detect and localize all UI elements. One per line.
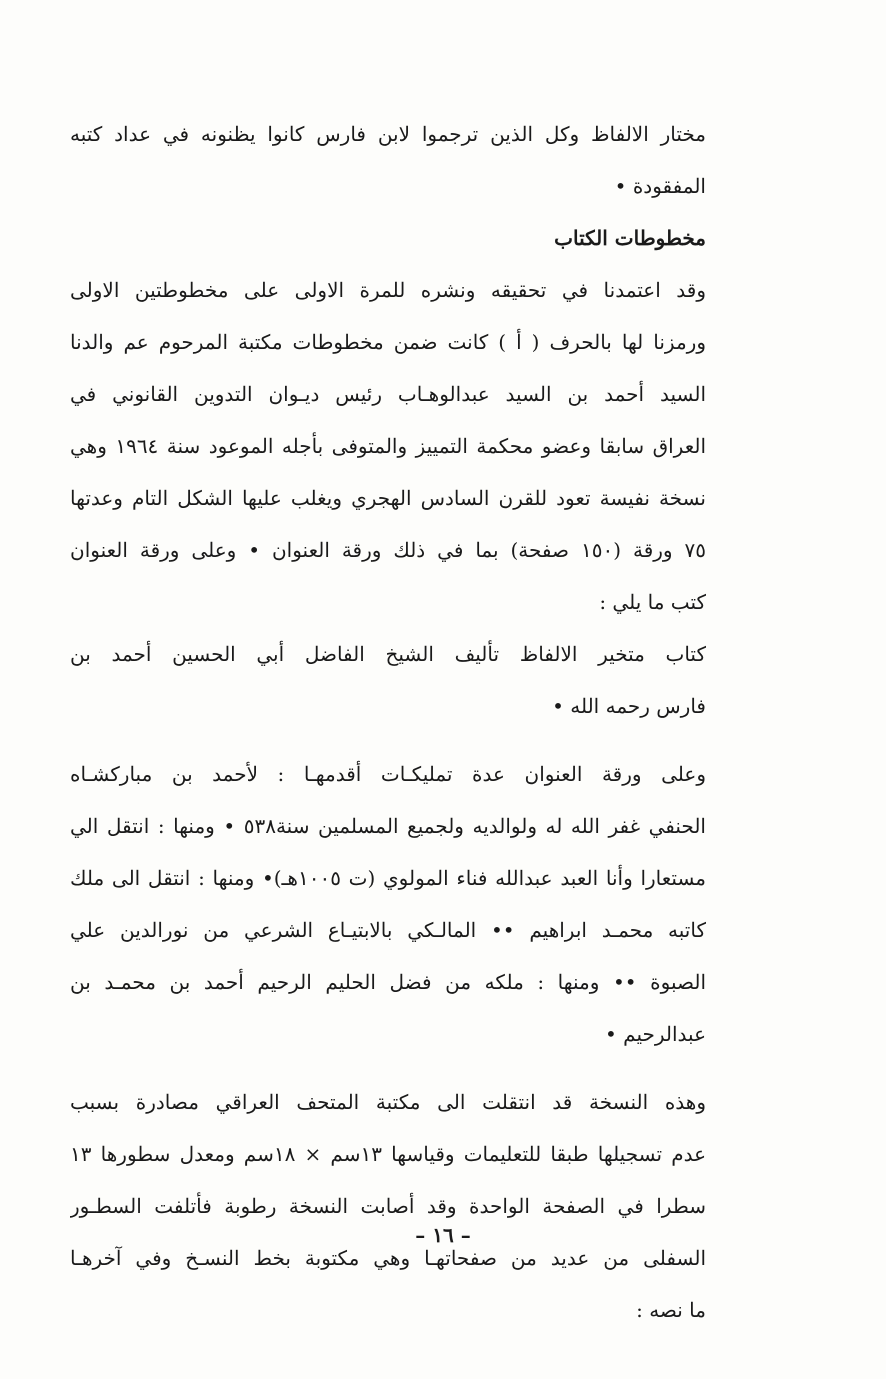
text-line: سطرا في الصفحة الواحدة وقد أصابت النسخة رطوبة فأتلفت السطـور (70, 1194, 706, 1218)
text-line: ما نصه : (636, 1298, 706, 1322)
text-line: مستعارا وأنا العبد عبدالله فناء المولوي (ت ١٠٠٥هـ)• ومنها : انتقل الى ملك (70, 866, 706, 890)
paragraph-gap (70, 1060, 706, 1076)
section-heading: مخطوطات الكتاب (554, 226, 706, 250)
text-line: عدم تسجيلها طبقا للتعليمات وقياسها ١٣سم × ١٨سم ومعدل سطورها ١٣ (70, 1142, 706, 1166)
text-line: نسخة نفيسة تعود للقرن السادس الهجري ويغلب عليها الشكل التام وعدتها (70, 486, 706, 510)
text-line: وهذه النسخة قد انتقلت الى مكتبة المتحف العراقي مصادرة بسبب (70, 1090, 706, 1114)
paragraph-1 (70, 108, 706, 212)
paragraph-4 (70, 748, 706, 1060)
text-line: كاتبه محمـد ابراهيم •• المالـكي بالابتيـاع الشرعي من نورالدين علي (70, 918, 706, 942)
paragraph-3 (70, 628, 706, 732)
text-line: ورمزنا لها بالحرف ( أ ) كانت ضمن مخطوطات مكتبة المرحوم عم والدنا (70, 330, 706, 354)
text-line: وعلى ورقة العنوان عدة تمليكـات أقدمهـا : لأحمد بن مباركشـاه (70, 762, 706, 786)
text-line: كتب ما يلي : (599, 590, 706, 614)
page-number: – ١٦ – (415, 1223, 471, 1247)
text-line: الحنفي غفر الله له ولوالديه ولجميع المسلمين سنة٥٣٨ • ومنها : انتقل الي (70, 814, 706, 838)
text-line: السيد أحمد بن السيد عبدالوهـاب رئيس ديـوان التدوين القانوني في (70, 382, 706, 406)
text-line: مختار الالفاظ وكل الذين ترجموا لابن فارس كانوا يظنونه في عداد كتبه (70, 122, 706, 146)
text-line: فارس رحمه الله • (552, 694, 706, 718)
text-line: كتاب متخير الالفاظ تأليف الشيخ الفاضل أبي الحسين أحمد بن (70, 642, 706, 666)
text-line: الصبوة •• ومنها : ملكه من فضل الحليم الرحيم أحمد بن محمـد بن (70, 970, 706, 994)
paragraph-5 (70, 1076, 706, 1336)
body-text (70, 108, 706, 1336)
text-line: عبدالرحيم • (604, 1022, 706, 1046)
paragraph-gap (70, 732, 706, 748)
text-line: وقد اعتمدنا في تحقيقه ونشره للمرة الاولى على مخطوطتين الاولى (70, 278, 706, 302)
text-line: المفقودة • (614, 174, 706, 198)
text-line: ٧٥ ورقة (١٥٠ صفحة) بما في ذلك ورقة العنوان • وعلى ورقة العنوان (70, 538, 706, 562)
text-line: السفلى من عديد من صفحاتهـا وهي مكتوبة بخط النسـخ وفي آخرهـا (70, 1246, 706, 1270)
paragraph-2 (70, 264, 706, 628)
text-line: العراق سابقا وعضو محكمة التمييز والمتوفى بأجله الموعود سنة ١٩٦٤ وهي (70, 434, 706, 458)
